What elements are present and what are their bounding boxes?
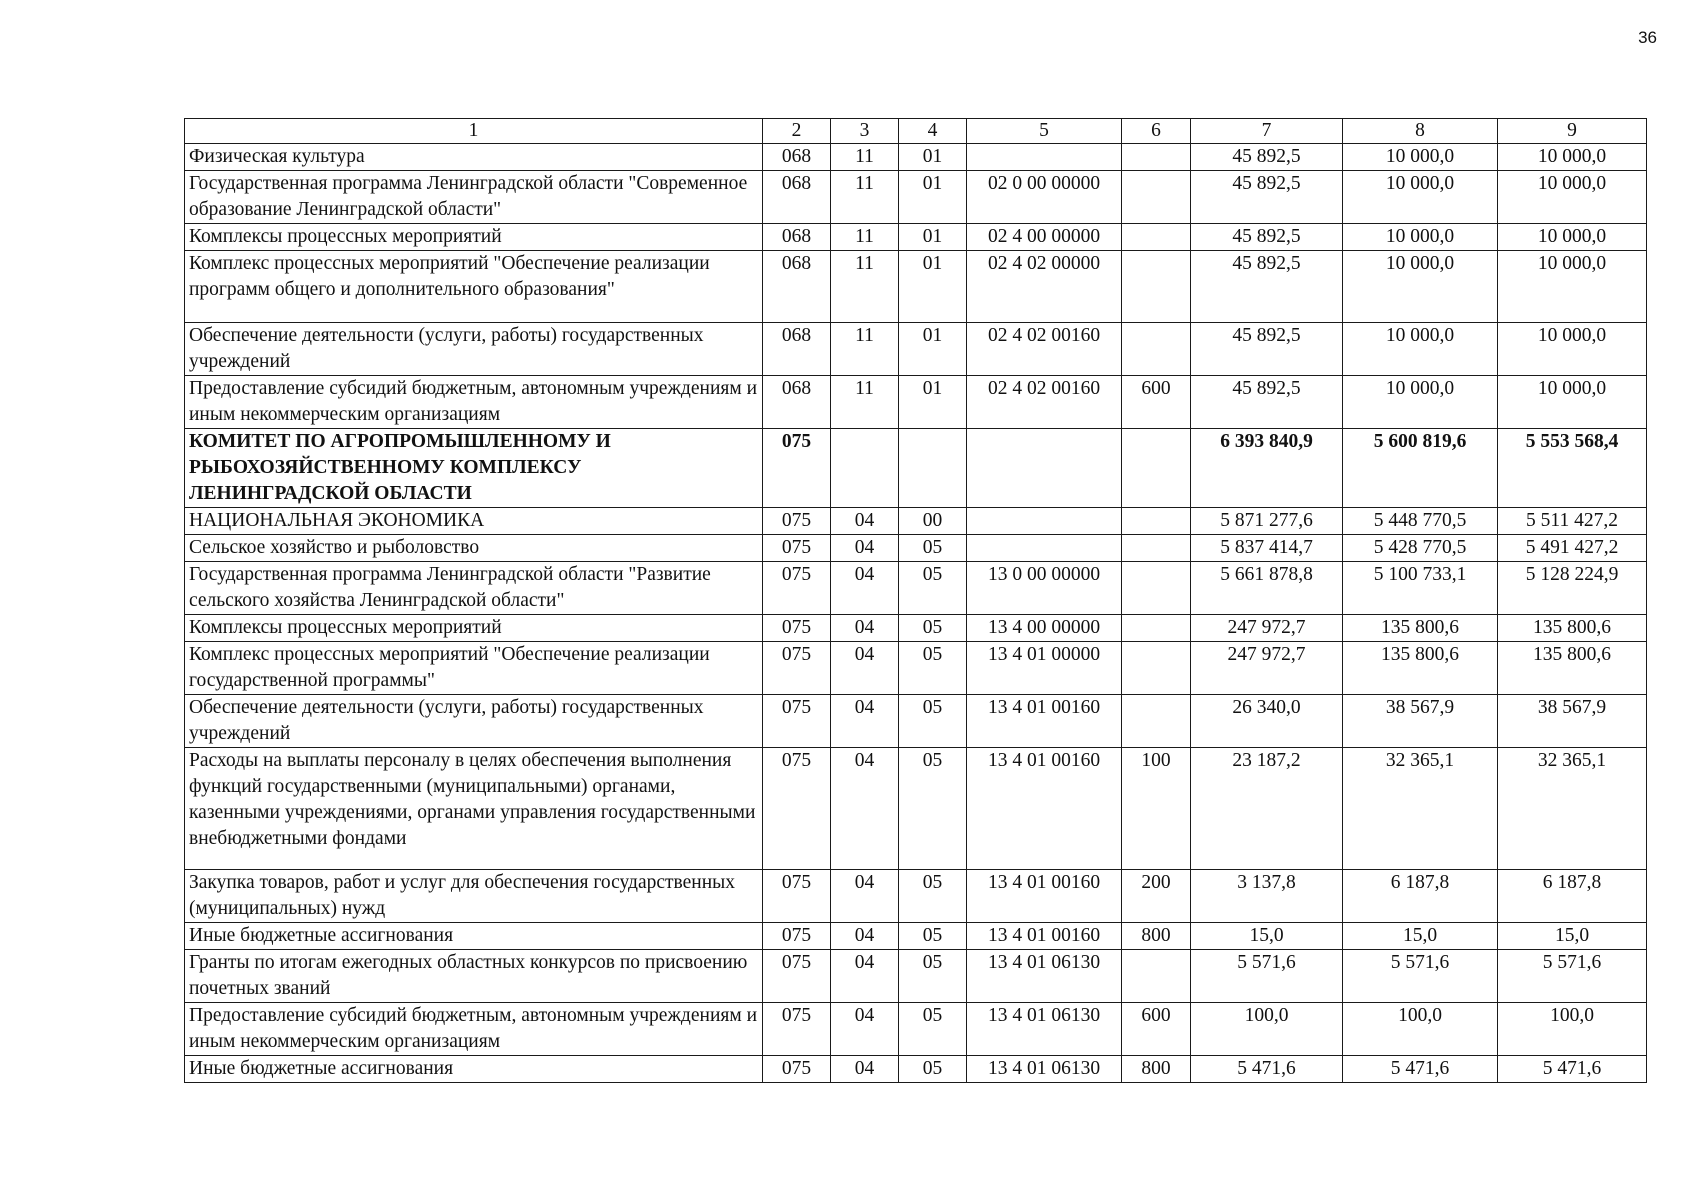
cell-amount-8: 5 448 770,5 xyxy=(1343,508,1498,535)
cell-target-article: 02 4 02 00000 xyxy=(967,251,1122,323)
cell-admin-code: 075 xyxy=(763,642,831,695)
cell-target-article: 13 4 01 00000 xyxy=(967,642,1122,695)
row-name: Предоставление субсидий бюджетным, автономным учреждениям и иным некоммерческим организациям xyxy=(185,376,763,429)
column-header-2: 2 xyxy=(763,119,831,144)
cell-target-article: 13 4 01 06130 xyxy=(967,1056,1122,1083)
cell-amount-8: 10 000,0 xyxy=(1343,171,1498,224)
cell-admin-code: 075 xyxy=(763,1056,831,1083)
cell-admin-code: 068 xyxy=(763,323,831,376)
cell-target-article xyxy=(967,508,1122,535)
cell-amount-7: 247 972,7 xyxy=(1191,615,1343,642)
cell-section: 04 xyxy=(831,1003,899,1056)
cell-expense-type: 800 xyxy=(1122,923,1191,950)
cell-subsection: 05 xyxy=(899,535,967,562)
column-header-6: 6 xyxy=(1122,119,1191,144)
cell-amount-9: 135 800,6 xyxy=(1498,615,1647,642)
cell-section: 04 xyxy=(831,695,899,748)
table-row xyxy=(185,224,1647,251)
cell-target-article xyxy=(967,144,1122,171)
cell-amount-7: 5 571,6 xyxy=(1191,950,1343,1003)
table-row xyxy=(185,923,1647,950)
cell-amount-9: 10 000,0 xyxy=(1498,224,1647,251)
cell-admin-code: 068 xyxy=(763,144,831,171)
row-name: Комплексы процессных мероприятий xyxy=(185,224,763,251)
cell-section: 11 xyxy=(831,323,899,376)
cell-amount-9: 32 365,1 xyxy=(1498,748,1647,870)
cell-amount-9: 135 800,6 xyxy=(1498,642,1647,695)
cell-admin-code: 075 xyxy=(763,535,831,562)
cell-section: 04 xyxy=(831,950,899,1003)
cell-expense-type: 800 xyxy=(1122,1056,1191,1083)
cell-target-article xyxy=(967,535,1122,562)
cell-amount-9: 5 571,6 xyxy=(1498,950,1647,1003)
cell-subsection: 01 xyxy=(899,144,967,171)
cell-subsection: 01 xyxy=(899,251,967,323)
cell-amount-7: 45 892,5 xyxy=(1191,224,1343,251)
cell-target-article: 13 4 01 00160 xyxy=(967,748,1122,870)
cell-amount-8: 5 100 733,1 xyxy=(1343,562,1498,615)
cell-subsection: 05 xyxy=(899,562,967,615)
cell-section: 11 xyxy=(831,376,899,429)
cell-amount-7: 45 892,5 xyxy=(1191,251,1343,323)
cell-subsection: 01 xyxy=(899,323,967,376)
row-name: Комплекс процессных мероприятий "Обеспечение реализации государственной программы" xyxy=(185,642,763,695)
cell-amount-7: 23 187,2 xyxy=(1191,748,1343,870)
cell-target-article: 13 4 01 00160 xyxy=(967,923,1122,950)
cell-expense-type xyxy=(1122,695,1191,748)
row-name: Закупка товаров, работ и услуг для обеспечения государственных (муниципальных) нужд xyxy=(185,870,763,923)
cell-admin-code: 068 xyxy=(763,224,831,251)
table-row xyxy=(185,562,1647,615)
cell-expense-type xyxy=(1122,251,1191,323)
row-name: Обеспечение деятельности (услуги, работы) государственных учреждений xyxy=(185,695,763,748)
cell-amount-9: 10 000,0 xyxy=(1498,171,1647,224)
cell-amount-7: 100,0 xyxy=(1191,1003,1343,1056)
cell-admin-code: 068 xyxy=(763,251,831,323)
cell-subsection: 05 xyxy=(899,1056,967,1083)
cell-section: 04 xyxy=(831,562,899,615)
header-row xyxy=(185,119,1647,144)
cell-expense-type xyxy=(1122,535,1191,562)
cell-admin-code: 075 xyxy=(763,695,831,748)
table-row xyxy=(185,376,1647,429)
column-header-9: 9 xyxy=(1498,119,1647,144)
cell-amount-8: 5 571,6 xyxy=(1343,950,1498,1003)
cell-expense-type xyxy=(1122,429,1191,508)
cell-expense-type xyxy=(1122,508,1191,535)
row-name: Предоставление субсидий бюджетным, автономным учреждениям и иным некоммерческим организациям xyxy=(185,1003,763,1056)
cell-expense-type xyxy=(1122,950,1191,1003)
cell-amount-8: 38 567,9 xyxy=(1343,695,1498,748)
cell-amount-7: 5 837 414,7 xyxy=(1191,535,1343,562)
cell-section: 11 xyxy=(831,251,899,323)
cell-admin-code: 075 xyxy=(763,615,831,642)
cell-subsection: 01 xyxy=(899,171,967,224)
cell-subsection: 05 xyxy=(899,923,967,950)
row-name: Иные бюджетные ассигнования xyxy=(185,1056,763,1083)
cell-section: 04 xyxy=(831,923,899,950)
row-name: Обеспечение деятельности (услуги, работы) государственных учреждений xyxy=(185,323,763,376)
cell-expense-type xyxy=(1122,323,1191,376)
cell-amount-7: 45 892,5 xyxy=(1191,171,1343,224)
cell-amount-7: 247 972,7 xyxy=(1191,642,1343,695)
cell-subsection: 05 xyxy=(899,950,967,1003)
cell-amount-9: 10 000,0 xyxy=(1498,323,1647,376)
cell-target-article: 02 0 00 00000 xyxy=(967,171,1122,224)
cell-amount-7: 45 892,5 xyxy=(1191,323,1343,376)
cell-target-article: 13 0 00 00000 xyxy=(967,562,1122,615)
table-row xyxy=(185,1056,1647,1083)
cell-amount-8: 32 365,1 xyxy=(1343,748,1498,870)
column-header-3: 3 xyxy=(831,119,899,144)
cell-admin-code: 075 xyxy=(763,429,831,508)
cell-amount-8: 6 187,8 xyxy=(1343,870,1498,923)
cell-expense-type: 200 xyxy=(1122,870,1191,923)
cell-amount-7: 5 871 277,6 xyxy=(1191,508,1343,535)
cell-amount-8: 100,0 xyxy=(1343,1003,1498,1056)
cell-amount-8: 10 000,0 xyxy=(1343,224,1498,251)
cell-admin-code: 075 xyxy=(763,1003,831,1056)
cell-subsection: 05 xyxy=(899,615,967,642)
cell-amount-9: 5 491 427,2 xyxy=(1498,535,1647,562)
cell-section: 04 xyxy=(831,1056,899,1083)
table-row xyxy=(185,144,1647,171)
cell-admin-code: 068 xyxy=(763,171,831,224)
cell-section: 04 xyxy=(831,615,899,642)
cell-amount-7: 5 661 878,8 xyxy=(1191,562,1343,615)
row-name: НАЦИОНАЛЬНАЯ ЭКОНОМИКА xyxy=(185,508,763,535)
row-name: Государственная программа Ленинградской области "Развитие сельского хозяйства Ленинградской области" xyxy=(185,562,763,615)
table-row xyxy=(185,429,1647,508)
cell-target-article: 13 4 01 06130 xyxy=(967,1003,1122,1056)
cell-target-article: 13 4 01 00160 xyxy=(967,695,1122,748)
table-row xyxy=(185,748,1647,870)
cell-section: 04 xyxy=(831,870,899,923)
cell-amount-8: 5 471,6 xyxy=(1343,1056,1498,1083)
cell-amount-7: 3 137,8 xyxy=(1191,870,1343,923)
table-row xyxy=(185,695,1647,748)
cell-target-article: 02 4 00 00000 xyxy=(967,224,1122,251)
row-name: КОМИТЕТ ПО АГРОПРОМЫШЛЕННОМУ И РЫБОХОЗЯЙСТВЕННОМУ КОМПЛЕКСУ ЛЕНИНГРАДСКОЙ ОБЛАСТИ xyxy=(185,429,763,508)
cell-target-article: 13 4 01 06130 xyxy=(967,950,1122,1003)
cell-expense-type xyxy=(1122,171,1191,224)
table-row xyxy=(185,508,1647,535)
cell-amount-7: 45 892,5 xyxy=(1191,376,1343,429)
cell-expense-type: 600 xyxy=(1122,1003,1191,1056)
cell-subsection: 01 xyxy=(899,376,967,429)
cell-expense-type: 600 xyxy=(1122,376,1191,429)
cell-admin-code: 075 xyxy=(763,923,831,950)
cell-amount-9: 6 187,8 xyxy=(1498,870,1647,923)
cell-amount-8: 5 428 770,5 xyxy=(1343,535,1498,562)
cell-section: 11 xyxy=(831,171,899,224)
cell-subsection: 05 xyxy=(899,748,967,870)
row-name: Сельское хозяйство и рыболовство xyxy=(185,535,763,562)
cell-amount-9: 5 471,6 xyxy=(1498,1056,1647,1083)
cell-admin-code: 075 xyxy=(763,748,831,870)
cell-expense-type: 100 xyxy=(1122,748,1191,870)
table-row xyxy=(185,642,1647,695)
cell-subsection: 05 xyxy=(899,695,967,748)
cell-amount-8: 135 800,6 xyxy=(1343,642,1498,695)
cell-amount-9: 100,0 xyxy=(1498,1003,1647,1056)
cell-amount-9: 15,0 xyxy=(1498,923,1647,950)
cell-amount-8: 5 600 819,6 xyxy=(1343,429,1498,508)
cell-amount-8: 135 800,6 xyxy=(1343,615,1498,642)
cell-admin-code: 075 xyxy=(763,508,831,535)
column-header-8: 8 xyxy=(1343,119,1498,144)
table-row xyxy=(185,615,1647,642)
cell-amount-9: 5 511 427,2 xyxy=(1498,508,1647,535)
cell-section: 11 xyxy=(831,144,899,171)
cell-section: 11 xyxy=(831,224,899,251)
table-row xyxy=(185,535,1647,562)
cell-amount-7: 26 340,0 xyxy=(1191,695,1343,748)
cell-target-article: 02 4 02 00160 xyxy=(967,323,1122,376)
column-header-7: 7 xyxy=(1191,119,1343,144)
cell-subsection: 05 xyxy=(899,642,967,695)
cell-expense-type xyxy=(1122,615,1191,642)
cell-amount-7: 45 892,5 xyxy=(1191,144,1343,171)
cell-amount-7: 6 393 840,9 xyxy=(1191,429,1343,508)
row-name: Физическая культура xyxy=(185,144,763,171)
cell-amount-9: 38 567,9 xyxy=(1498,695,1647,748)
cell-amount-7: 15,0 xyxy=(1191,923,1343,950)
cell-section: 04 xyxy=(831,642,899,695)
cell-amount-9: 5 553 568,4 xyxy=(1498,429,1647,508)
cell-expense-type xyxy=(1122,144,1191,171)
cell-subsection: 05 xyxy=(899,870,967,923)
budget-table xyxy=(184,118,1647,1083)
cell-amount-9: 10 000,0 xyxy=(1498,144,1647,171)
table-row xyxy=(185,1003,1647,1056)
cell-expense-type xyxy=(1122,562,1191,615)
row-name: Иные бюджетные ассигнования xyxy=(185,923,763,950)
row-name: Гранты по итогам ежегодных областных конкурсов по присвоению почетных званий xyxy=(185,950,763,1003)
row-name: Комплекс процессных мероприятий "Обеспечение реализации программ общего и дополнительного образования" xyxy=(185,251,763,323)
table-row xyxy=(185,950,1647,1003)
cell-section xyxy=(831,429,899,508)
cell-subsection: 05 xyxy=(899,1003,967,1056)
row-name: Расходы на выплаты персоналу в целях обеспечения выполнения функций государственными (муниципальными) органами, казенными учреждениями, органами управления государственными внебюджетными фондами xyxy=(185,748,763,870)
cell-amount-7: 5 471,6 xyxy=(1191,1056,1343,1083)
table-row xyxy=(185,323,1647,376)
cell-admin-code: 075 xyxy=(763,562,831,615)
cell-amount-8: 10 000,0 xyxy=(1343,376,1498,429)
cell-admin-code: 075 xyxy=(763,950,831,1003)
cell-target-article xyxy=(967,429,1122,508)
cell-target-article: 13 4 01 00160 xyxy=(967,870,1122,923)
cell-amount-9: 10 000,0 xyxy=(1498,251,1647,323)
cell-expense-type xyxy=(1122,642,1191,695)
cell-target-article: 13 4 00 00000 xyxy=(967,615,1122,642)
column-header-4: 4 xyxy=(899,119,967,144)
table-row xyxy=(185,171,1647,224)
cell-amount-8: 15,0 xyxy=(1343,923,1498,950)
cell-amount-9: 10 000,0 xyxy=(1498,376,1647,429)
cell-section: 04 xyxy=(831,535,899,562)
cell-section: 04 xyxy=(831,508,899,535)
cell-amount-8: 10 000,0 xyxy=(1343,251,1498,323)
cell-target-article: 02 4 02 00160 xyxy=(967,376,1122,429)
column-header-5: 5 xyxy=(967,119,1122,144)
cell-section: 04 xyxy=(831,748,899,870)
cell-admin-code: 075 xyxy=(763,870,831,923)
cell-subsection: 00 xyxy=(899,508,967,535)
cell-amount-8: 10 000,0 xyxy=(1343,323,1498,376)
page-number: 36 xyxy=(1638,28,1657,47)
table-row xyxy=(185,870,1647,923)
cell-subsection xyxy=(899,429,967,508)
column-header-1: 1 xyxy=(185,119,763,144)
cell-amount-8: 10 000,0 xyxy=(1343,144,1498,171)
row-name: Государственная программа Ленинградской области "Современное образование Ленинградской области" xyxy=(185,171,763,224)
cell-admin-code: 068 xyxy=(763,376,831,429)
cell-amount-9: 5 128 224,9 xyxy=(1498,562,1647,615)
cell-expense-type xyxy=(1122,224,1191,251)
table-row xyxy=(185,251,1647,323)
cell-subsection: 01 xyxy=(899,224,967,251)
row-name: Комплексы процессных мероприятий xyxy=(185,615,763,642)
